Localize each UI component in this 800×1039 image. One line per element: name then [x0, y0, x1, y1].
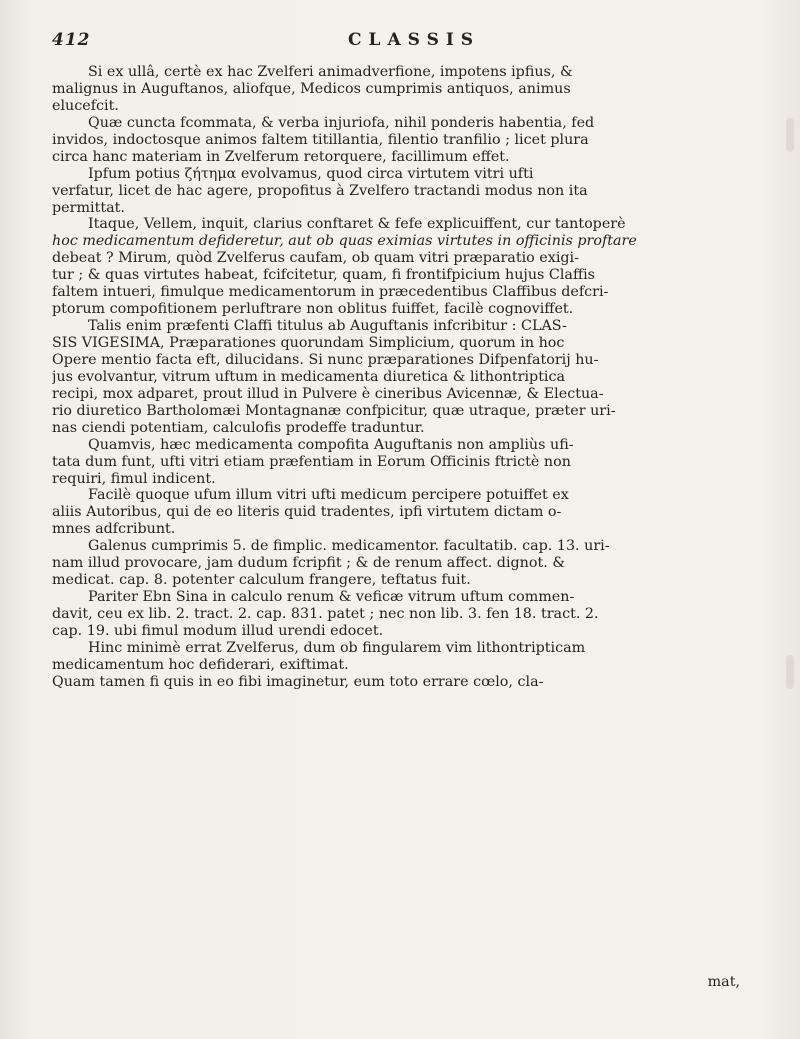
text-line: medicat. cap. 8. potenter calculum frangere, teftatus fuit.	[52, 572, 471, 589]
text-line: faltem intueri, fimulque medicamentorum in præcedentibus Claffibus defcri-	[52, 284, 609, 301]
text-line: Pariter Ebn Sina in calculo renum & veficæ vitrum uftum commen-	[88, 589, 575, 606]
text-line: invidos, indoctosque animos faltem titillantia, filentio tranfilio ; licet plura	[52, 131, 589, 148]
text-line: requiri, fimul indicent.	[52, 470, 216, 487]
text-line: tata dum funt, ufti vitri etiam præfentiam in Eorum Officinis ftrictè non	[52, 453, 571, 470]
text-line: aliis Autoribus, qui de eo literis quid tradentes, ipfi virtutem dictam o-	[52, 504, 562, 521]
text-line: hoc medicamentum defideretur, aut ob quas eximias virtutes in officinis proftare	[52, 233, 637, 250]
text-line: tur ; & quas virtutes habeat, fcifcitetur, quam, fi frontifpicium hujus Claffis	[52, 267, 596, 284]
text-line: circa hanc materiam in Zvelferum retorquere, facillimum effet.	[52, 148, 510, 165]
text-line: Quæ cuncta fcommata, & verba injuriofa, nihil ponderis habentia, fed	[88, 114, 595, 131]
text-line: mnes adfcribunt.	[52, 521, 176, 538]
text-line: elucefcit.	[52, 97, 119, 114]
text-line: jus evolvantur, vitrum uftum in medicamenta diuretica & lithontriptica	[52, 368, 566, 385]
text-line: cap. 19. ubi fimul modum illud urendi edocet.	[52, 622, 384, 639]
text-line: davit, ceu ex lib. 2. tract. 2. cap. 831. patet ; nec non lib. 3. fen 18. tract. 2.	[52, 606, 599, 622]
page-header	[52, 30, 752, 56]
text-line: Talis enim præfenti Claffi titulus ab Auguftanis infcribitur : CLAS-	[88, 318, 567, 335]
text-line: Galenus cumprimis 5. de fimplic. medicamentor. facultatib. cap. 13. uri-	[88, 538, 610, 555]
text-line: ptorum compofitionem perluftrare non oblitus fuiffet, facilè cognoviffet.	[52, 301, 574, 318]
text-line: malignus in Auguftanos, aliofque, Medicos cumprimis antiquos, animus	[52, 80, 571, 97]
page-number: 412	[52, 30, 91, 50]
text-line: Hinc minimè errat Zvelferus, dum ob fingularem vim lithontripticam	[88, 639, 586, 656]
text-line: verfatur, licet de hac agere, propofitus à Zvelfero tractandi modus non ita	[52, 182, 588, 199]
text-line: Quamvis, hæc medicamenta compofita Auguftanis non ampliùs ufi-	[88, 436, 574, 453]
text-line: Si ex ullâ, certè ex hac Zvelferi animadverfione, impotens ipfius, &	[88, 64, 573, 80]
text-line: nam illud provocare, jam dudum fcripfit ; & de renum affect. dignot. &	[52, 555, 566, 572]
paper-stain	[786, 655, 794, 689]
text-line: nas ciendi potentiam, calculofis prodeffe traduntur.	[52, 419, 425, 436]
paper-stain	[786, 118, 794, 152]
text-line: Itaque, Vellem, inquit, clarius conftaret & fefe explicuiffent, cur tantoperè	[88, 216, 626, 233]
text-line: debeat ? Mirum, quòd Zvelferus caufam, ob quam vitri præparatio exigi-	[52, 250, 579, 267]
text-line: permittat.	[52, 199, 125, 216]
text-line: Facilè quoque ufum illum vitri ufti medicum percipere potuiffet ex	[88, 487, 569, 504]
text-line: recipi, mox adparet, prout illud in Pulvere è cineribus Avicennæ, & Electua-	[52, 385, 604, 402]
text-line: medicamentum hoc defiderari, exiftimat.	[52, 656, 349, 673]
running-head: CLASSIS	[348, 30, 481, 50]
catchword: mat,	[707, 974, 740, 990]
text-line: rio diuretico Bartholomæi Montagnanæ confpicitur, quæ utraque, præter uri-	[52, 402, 616, 419]
text-line: SIS VIGESIMA, Præparationes quorundam Simplicium, quorum in hoc	[52, 335, 565, 351]
text-line: Opere mentio facta eft, dilucidans. Si nunc præparationes Difpenfatorij hu-	[52, 351, 599, 368]
body-text	[52, 64, 752, 691]
text-line: Ipfum potius ζήτημα evolvamus, quod circa virtutem vitri ufti	[88, 165, 534, 182]
text-line: Quam tamen fi quis in eo fibi imaginetur, eum toto errare cœlo, cla-	[52, 673, 544, 690]
